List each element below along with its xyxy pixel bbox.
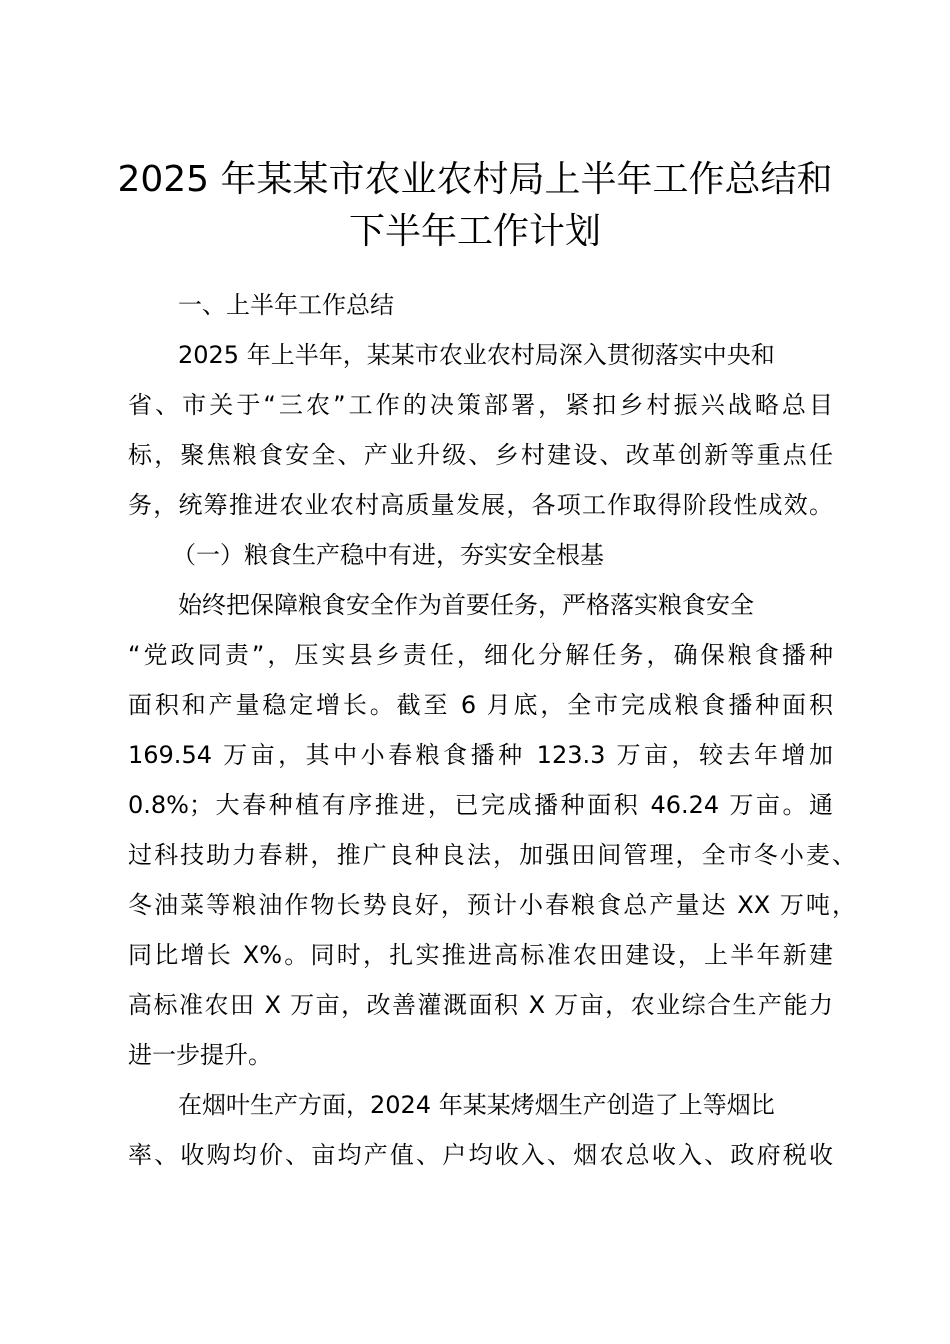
document-title-line-2: 下半年工作计划 [348, 211, 601, 252]
paragraph-line: 进一步提升。 [128, 1041, 272, 1069]
paragraph-line: 标，聚焦粮食安全、产业升级、乡村建设、改革创新等重点任 [128, 441, 833, 469]
paragraph-line: 冬油菜等粮油作物长势良好，预计小春粮食总产量达 XX 万吨， [128, 891, 856, 919]
paragraph-line: 务，统筹推进农业农村高质量发展，各项工作取得阶段性成效。 [128, 491, 833, 519]
subsection-heading: （一）粮食生产稳中有进，夯实安全根基 [172, 541, 604, 569]
section-heading: 一、上半年工作总结 [178, 291, 394, 319]
paragraph-line: 2025 年上半年，某某市农业农村局深入贯彻落实中央和 [178, 341, 775, 369]
paragraph-line: “党政同责”，压实县乡责任，细化分解任务，确保粮食播种 [128, 641, 833, 669]
paragraph-line: 在烟叶生产方面，2024 年某某烤烟生产创造了上等烟比 [178, 1091, 775, 1119]
paragraph-line: 0.8%；大春种植有序推进，已完成播种面积 46.24 万亩。通 [128, 791, 833, 819]
paragraph-line: 同比增长 X%。同时，扎实推进高标准农田建设，上半年新建 [128, 941, 833, 969]
paragraph-line: 169.54 万亩，其中小春粮食播种 123.3 万亩，较去年增加 [128, 741, 833, 769]
paragraph-line: 高标准农田 X 万亩，改善灌溉面积 X 万亩，农业综合生产能力 [128, 991, 833, 1019]
paragraph-line: 始终把保障粮食安全作为首要任务，严格落实粮食安全 [178, 591, 754, 619]
paragraph-line: 率、收购均价、亩均产值、户均收入、烟农总收入、政府税收 [128, 1141, 833, 1169]
paragraph-line: 省、市关于“三农”工作的决策部署，紧扣乡村振兴战略总目 [128, 391, 833, 419]
document-title-line-1: 2025 年某某市农业农村局上半年工作总结和 [117, 159, 833, 200]
paragraph-line: 过科技助力春耕，推广良种良法，加强田间管理，全市冬小麦、 [128, 841, 856, 869]
paragraph-line: 面积和产量稳定增长。截至 6 月底，全市完成粮食播种面积 [128, 691, 833, 719]
